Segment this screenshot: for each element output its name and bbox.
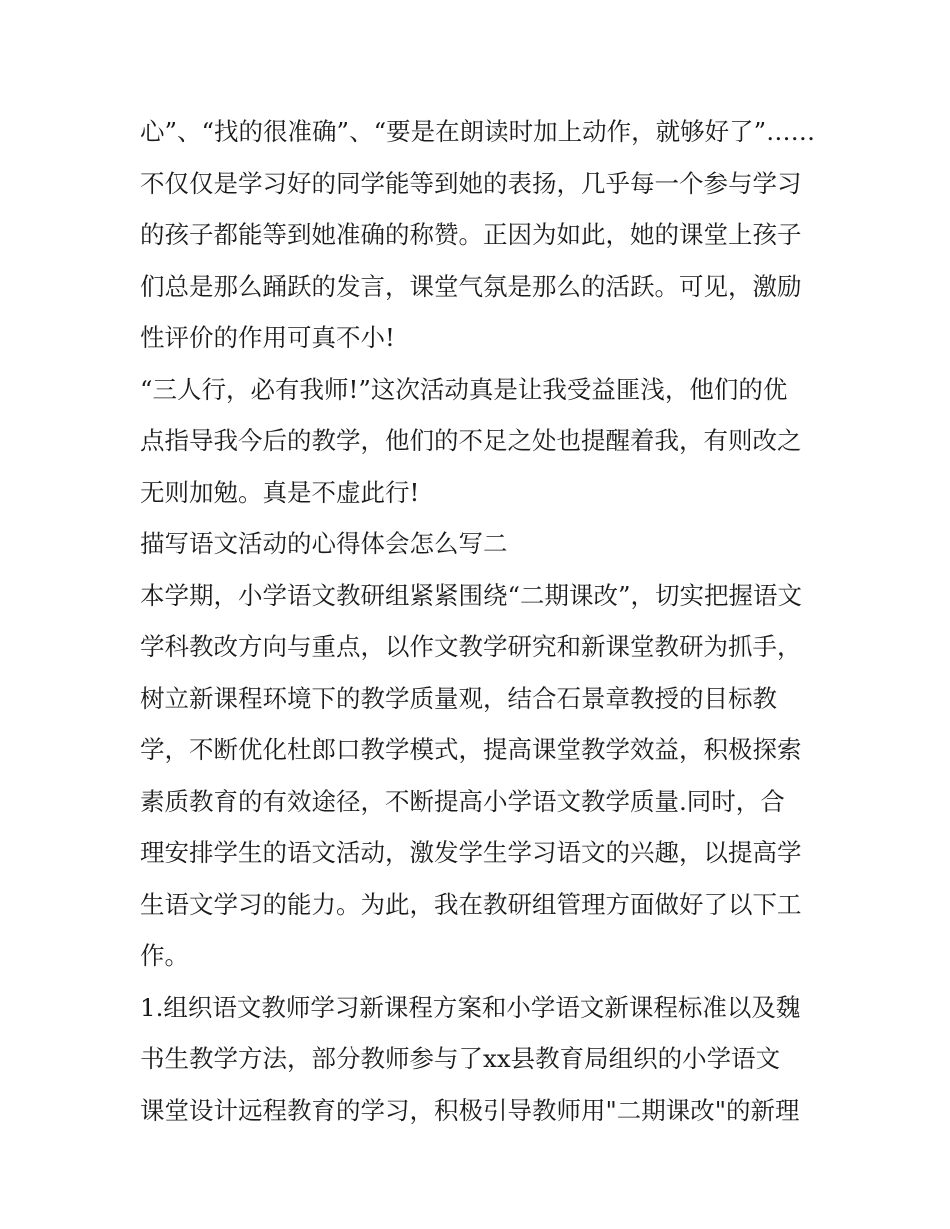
text-line: 无则加勉。真是不虚此行!	[140, 477, 420, 507]
text-line: 学科教改方向与重点，以作文教学研究和新课堂教研为抓手，	[140, 632, 802, 661]
text-line: 不仅仅是学习好的同学能等到她的表扬，几乎每一个参与学习	[140, 168, 802, 198]
text-line: 课堂设计远程教育的学习，积极引导教师用"二期课改"的新理	[140, 1095, 800, 1125]
text-line: “三人行，必有我师!”这次活动真是让我受益匪浅，他们的优	[140, 374, 788, 404]
text-line: 的孩子都能等到她准确的称赞。正因为如此，她的课堂上孩子	[140, 220, 802, 249]
document-body	[140, 106, 820, 1136]
text-line: 本学期，小学语文教研组紧紧围绕“二期课改”，切实把握语文	[140, 580, 803, 610]
text-line: 素质教育的有效途径，不断提高小学语文教学质量.同时，合	[140, 786, 785, 816]
section-heading: 描写语文活动的心得体会怎么写二	[140, 529, 508, 558]
text-line: 理安排学生的语文活动，激发学生学习语文的兴趣，以提高学	[140, 838, 802, 867]
text-line: 学，不断优化杜郎口教学模式，提高课堂教学效益，积极探索	[140, 735, 802, 764]
text-line: 1.组织语文教师学习新课程方案和小学语文新课程标准以及魏	[140, 992, 801, 1022]
text-line: 性评价的作用可真不小!	[140, 323, 395, 352]
text-line: 们总是那么踊跃的发言，课堂气氛是那么的活跃。可见，激励	[140, 271, 802, 301]
text-line: 树立新课程环境下的教学质量观，结合石景章教授的目标教	[140, 683, 777, 713]
text-line: 生语文学习的能力。为此，我在教研组管理方面做好了以下工	[140, 889, 802, 919]
text-line: 作。	[140, 941, 189, 970]
text-line: 心”、“找的很准确”、“要是在朗读时加上动作，就够好了”……	[140, 117, 816, 146]
text-line: 书生教学方法，部分教师参与了xx县教育局组织的小学语文	[140, 1044, 781, 1073]
text-line: 点指导我今后的教学，他们的不足之处也提醒着我，有则改之	[140, 426, 802, 455]
